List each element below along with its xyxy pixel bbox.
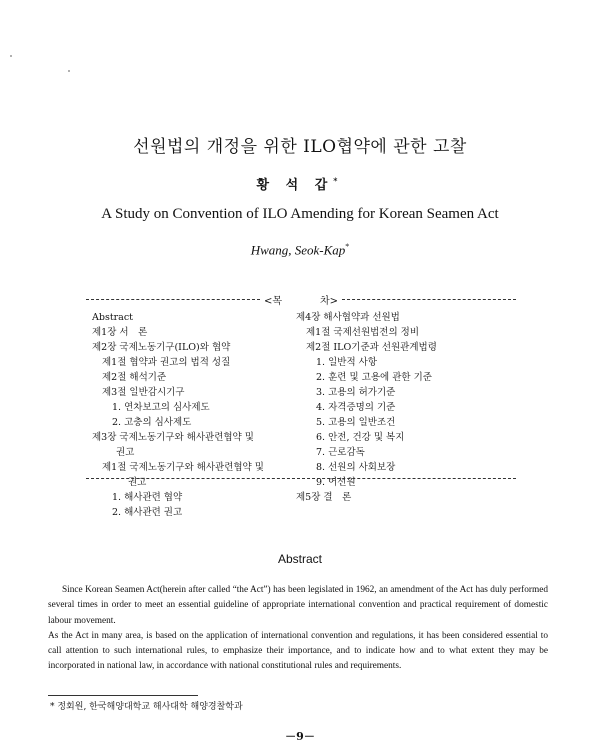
author-english (0, 242, 600, 258)
toc-item: 6. 안전, 건강 및 복지 (316, 432, 405, 443)
toc-item: 제4장 해사협약과 선원법 (296, 312, 400, 323)
author-footnote-mark: * (333, 175, 344, 186)
abstract-body (48, 583, 548, 675)
abstract-paragraph: Since Korean Seamen Act(herein after called “the Act”) has been legislated in 1962, an amendment of the Act has duly performed several times in order to meet an essential guideline of appropriate international convention and practical requirement of domestic labour movement. (48, 585, 548, 626)
toc-item: 제5장 결 론 (296, 492, 352, 503)
paper-title-english: A Study on Convention of ILO Amending for Korean Seamen Act (101, 206, 499, 222)
toc-item: 8. 선원의 사회보장 (316, 462, 396, 473)
toc-item: 제2절 해석기준 (102, 372, 167, 383)
toc-item: 1. 해사관련 협약 (112, 492, 183, 503)
toc-item: 3. 고용의 허가기준 (316, 387, 396, 398)
toc-item: 7. 근로감독 (316, 447, 365, 458)
toc-left-column (92, 310, 302, 520)
author-english-name: Hwang, Seok-Kap (250, 242, 346, 258)
toc-right-column (296, 310, 516, 505)
scan-speck (68, 70, 70, 72)
toc-item: 제1절 협약과 권고의 법적 성질 (102, 357, 231, 368)
toc-divider (342, 299, 516, 300)
author-footnote-mark: * (345, 242, 350, 251)
page-number: －9－ (285, 730, 315, 743)
toc-heading-left: <목 (263, 296, 282, 307)
toc-item: 4. 자격증명의 기준 (316, 402, 396, 413)
toc-item: 제2장 국제노동기구(ILO)와 협약 (92, 342, 231, 353)
toc-item: 제1장 서 론 (92, 327, 148, 338)
author-korean (0, 174, 600, 193)
author-affiliation-footnote: * 정회원, 한국해양대학교 해사대학 해양경찰학과 (50, 702, 243, 712)
paper-title-korean: 선원법의 개정을 위한 ILO협약에 관한 고찰 (133, 137, 467, 157)
toc-item: 제2절 ILO기준과 선원관계법령 (306, 342, 437, 353)
toc-item: 1. 일반적 사항 (316, 357, 377, 368)
toc-item: 2. 해사관련 권고 (112, 507, 183, 518)
scan-speck (10, 55, 12, 57)
abstract-paragraph: As the Act in many area, is based on the application of international convention and regulations, it has been considered essential to call attention to such international rules, to emphasize their importance, and to indicate how and to what extent they may be incorporated in national law, in accordance with national constitutional rules and requirements. (48, 630, 548, 672)
toc-item: Abstract (92, 312, 133, 323)
toc-item-continuation: 권고 (116, 447, 135, 458)
toc-heading-right: 차> (320, 296, 339, 307)
toc-divider (86, 478, 516, 479)
toc-item: 1. 연차보고의 심사제도 (112, 402, 210, 413)
toc-item: 2. 훈련 및 고용에 관한 기준 (316, 372, 432, 383)
toc-item: 5. 고용의 일반조건 (316, 417, 396, 428)
toc-item: 9. 어선원 (316, 477, 356, 488)
toc-item: 2. 고충의 심사제도 (112, 417, 192, 428)
toc-item: 제1절 국제선원법전의 정비 (306, 327, 420, 338)
abstract-heading: Abstract (277, 552, 322, 566)
toc-item: 제1절 국제노동기구와 해사관련협약 및 (102, 462, 264, 473)
author-korean-name: 황 석 갑 (256, 178, 334, 193)
toc-header (86, 292, 516, 307)
toc-item: 제3장 국제노동기구와 해사관련협약 및 (92, 432, 254, 443)
toc-divider (86, 299, 260, 300)
toc-item-continuation: 권고 (128, 477, 147, 488)
toc-item: 제3절 일반감시기구 (102, 387, 185, 398)
footnote-rule (48, 695, 198, 696)
